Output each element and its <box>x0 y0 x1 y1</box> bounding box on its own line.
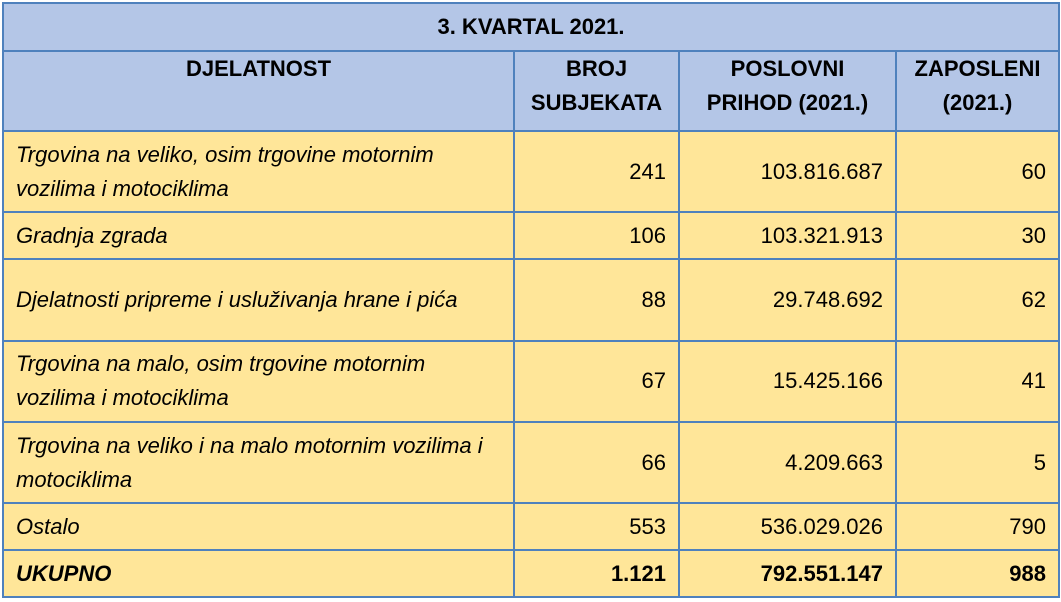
activity-statistics-table <box>2 2 1060 598</box>
revenue-cell: 29.748.692 <box>679 259 896 340</box>
employees-cell: 5 <box>896 422 1059 503</box>
table-row <box>3 259 1059 340</box>
employees-cell: 30 <box>896 212 1059 259</box>
table-row <box>3 503 1059 550</box>
activity-cell: Trgovina na malo, osim trgovine motornim vozilima i motociklima <box>3 341 514 422</box>
header-count-line2: SUBJEKATA <box>530 90 663 115</box>
header-revenue <box>679 51 896 131</box>
count-cell: 88 <box>514 259 679 340</box>
table-row <box>3 131 1059 212</box>
table-row <box>3 422 1059 503</box>
total-row <box>3 550 1059 597</box>
period-title-row <box>3 3 1059 51</box>
revenue-cell: 15.425.166 <box>679 341 896 422</box>
header-employees-line2: (2021.) <box>942 90 1013 115</box>
header-count-line1: BROJ <box>565 56 628 81</box>
revenue-cell: 103.816.687 <box>679 131 896 212</box>
activity-cell: Djelatnosti pripreme i usluživanja hrane i pića <box>3 259 514 340</box>
column-header-row <box>3 51 1059 131</box>
employees-cell: 41 <box>896 341 1059 422</box>
total-revenue: 792.551.147 <box>679 550 896 597</box>
header-revenue-line2: PRIHOD (2021.) <box>706 90 869 115</box>
header-revenue-line1: POSLOVNI <box>730 56 845 81</box>
table-row <box>3 341 1059 422</box>
count-cell: 66 <box>514 422 679 503</box>
count-cell: 241 <box>514 131 679 212</box>
header-activity <box>3 51 514 131</box>
count-cell: 553 <box>514 503 679 550</box>
revenue-cell: 4.209.663 <box>679 422 896 503</box>
period-title: 3. KVARTAL 2021. <box>3 3 1059 51</box>
header-employees-line1: ZAPOSLENI <box>914 56 1041 81</box>
header-employees <box>896 51 1059 131</box>
table-row <box>3 212 1059 259</box>
employees-cell: 60 <box>896 131 1059 212</box>
total-label: UKUPNO <box>3 550 514 597</box>
count-cell: 106 <box>514 212 679 259</box>
activity-cell: Trgovina na veliko, osim trgovine motornim vozilima i motociklima <box>3 131 514 212</box>
header-activity-label: DJELATNOST <box>185 56 332 81</box>
count-cell: 67 <box>514 341 679 422</box>
total-count: 1.121 <box>514 550 679 597</box>
employees-cell: 62 <box>896 259 1059 340</box>
activity-cell: Gradnja zgrada <box>3 212 514 259</box>
activity-cell: Trgovina na veliko i na malo motornim vozilima i motociklima <box>3 422 514 503</box>
revenue-cell: 536.029.026 <box>679 503 896 550</box>
total-employees: 988 <box>896 550 1059 597</box>
revenue-cell: 103.321.913 <box>679 212 896 259</box>
employees-cell: 790 <box>896 503 1059 550</box>
header-count <box>514 51 679 131</box>
activity-cell: Ostalo <box>3 503 514 550</box>
